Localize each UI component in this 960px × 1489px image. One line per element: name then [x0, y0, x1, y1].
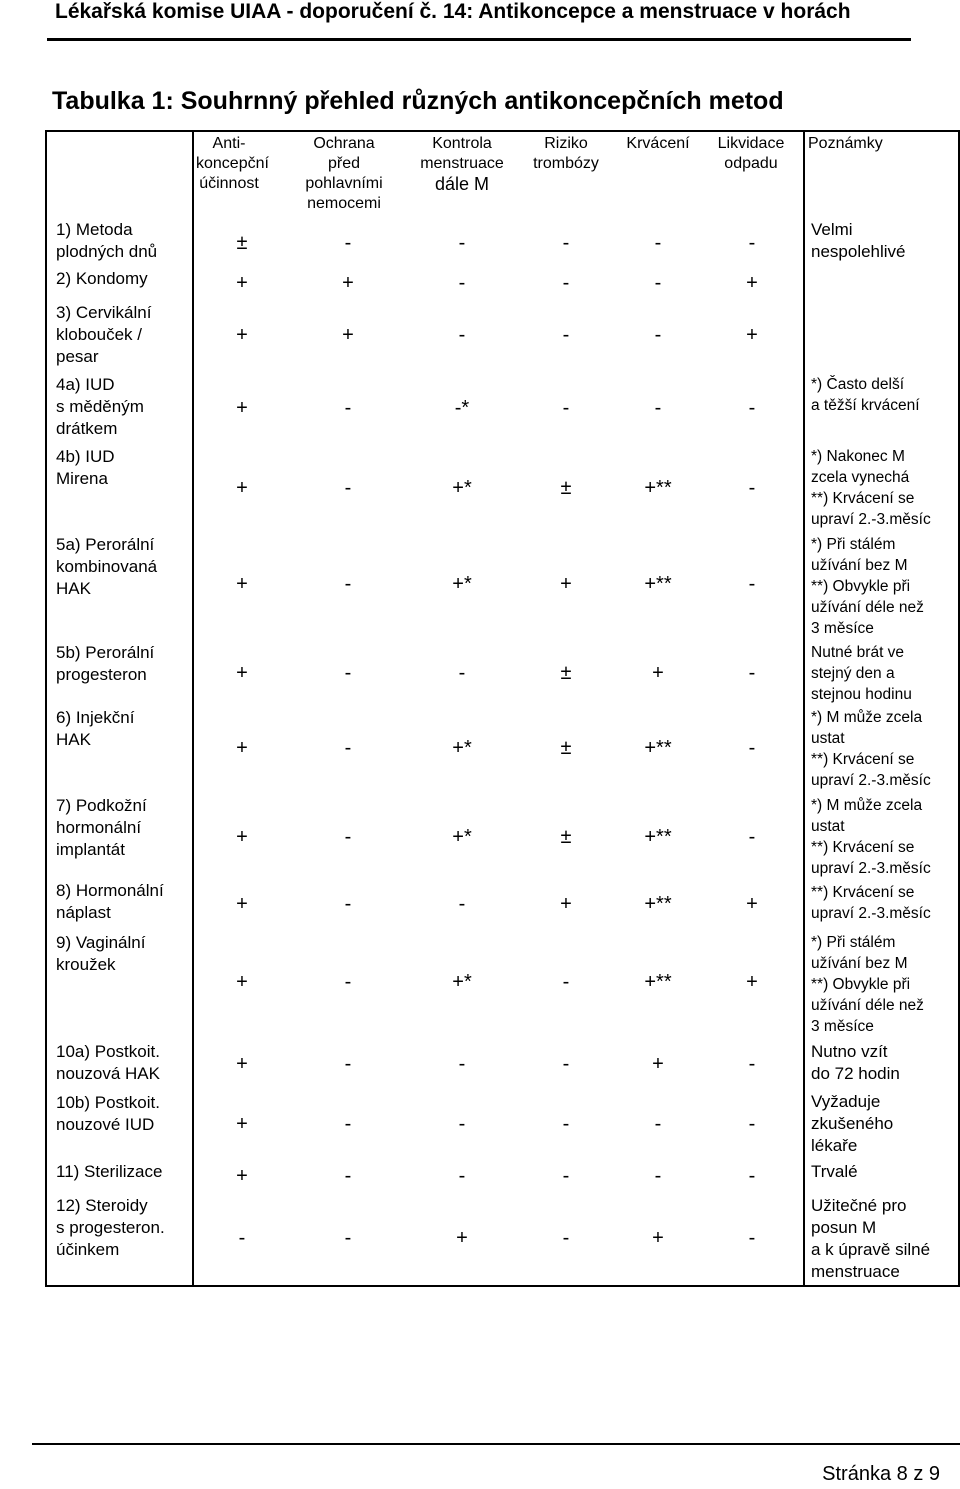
rating-mark: -	[458, 662, 466, 684]
row-note-line: *) Často delší	[811, 376, 905, 393]
row-note	[811, 1041, 959, 1085]
rating-mark: +	[560, 893, 572, 915]
rating-mark: -	[344, 971, 352, 993]
method-name	[56, 880, 164, 924]
method-name	[56, 302, 151, 368]
rating-mark: -	[654, 397, 662, 419]
rating-mark: -	[344, 1227, 352, 1249]
rating-mark: -	[238, 1227, 246, 1249]
row-note-line: Velmi	[811, 220, 853, 239]
method-name	[56, 932, 145, 976]
rating-mark: -	[344, 662, 352, 684]
rating-mark: -	[344, 826, 352, 848]
rating-mark: +	[652, 1227, 664, 1249]
rating-mark: +	[236, 662, 248, 684]
rating-mark: +	[746, 324, 758, 346]
table-title: Tabulka 1: Souhrnný přehled různých antikoncepčních metod	[52, 87, 784, 115]
row-note-line: užívání déle než	[811, 599, 924, 616]
rating-mark: +	[746, 272, 758, 294]
row-note-line: lékaře	[811, 1136, 858, 1155]
row-note-line: užívání bez M	[811, 955, 908, 972]
rating-mark: -	[748, 573, 756, 595]
row-note-line: upraví 2.-3.měsíc	[811, 511, 931, 528]
row-note-line: 3 měsíce	[811, 1018, 874, 1035]
col-header-notes: Poznámky	[808, 135, 883, 152]
method-name-line: 10a) Postkoit.	[56, 1042, 160, 1061]
method-name-line: 11) Sterilizace	[56, 1162, 163, 1181]
row-note-line: 3 měsíce	[811, 620, 874, 637]
rating-mark: +*	[452, 573, 472, 595]
method-name	[56, 795, 147, 861]
rating-mark: -	[562, 397, 570, 419]
rating-mark: ±	[560, 826, 572, 848]
rating-mark: +**	[644, 826, 672, 848]
rating-mark: -	[458, 893, 466, 915]
method-name-line: 1) Metoda	[56, 220, 133, 239]
method-name-line: 7) Podkožní	[56, 796, 147, 815]
rating-mark: +	[560, 573, 572, 595]
method-name-line: 2) Kondomy	[56, 269, 148, 288]
method-name-line: 10b) Postkoit.	[56, 1093, 160, 1112]
rating-mark: -	[562, 232, 570, 254]
row-note-line: *) M může zcela	[811, 709, 923, 726]
row-note-line: menstruace	[811, 1262, 900, 1281]
row-note	[811, 534, 959, 639]
method-name	[56, 707, 134, 751]
row-note-line: stejný den a	[811, 665, 895, 682]
method-name-line: kombinovaná	[56, 557, 158, 576]
rating-mark: +*	[452, 971, 472, 993]
rating-mark: -	[748, 1053, 756, 1075]
rating-mark: +	[236, 971, 248, 993]
row-note-line: Užitečné pro	[811, 1196, 907, 1215]
rating-mark: +	[236, 1165, 248, 1187]
row-note-line: zcela vynechá	[811, 469, 910, 486]
method-name	[56, 1041, 160, 1085]
method-name-line: náplast	[56, 903, 111, 922]
rating-mark: -	[748, 1113, 756, 1135]
col-header-menstruation-control: Kontrola menstruace dále M	[420, 135, 504, 194]
row-note-line: Vyžaduje	[811, 1092, 881, 1111]
rating-mark: ±	[236, 232, 248, 254]
row-note	[811, 795, 959, 879]
col-header-waste-disposal: Likvidace odpadu	[717, 135, 785, 172]
method-name-line: 8) Hormonální	[56, 881, 164, 900]
col-header-efficacy: Anti- koncepční účinnost	[196, 135, 269, 192]
row-note-line: posun M	[811, 1218, 877, 1237]
method-name	[56, 642, 154, 686]
rating-mark: -	[344, 232, 352, 254]
method-name	[56, 1195, 165, 1261]
rating-mark: +	[342, 272, 354, 294]
method-name-line: s progesteron.	[56, 1218, 165, 1237]
rating-mark: -	[458, 272, 466, 294]
method-name	[56, 1161, 162, 1183]
method-name-line: 9) Vaginální	[56, 933, 146, 952]
method-name-line: 12) Steroidy	[56, 1196, 148, 1215]
row-note-line: upraví 2.-3.měsíc	[811, 772, 931, 789]
rating-mark: +	[236, 397, 248, 419]
rating-mark: -	[748, 826, 756, 848]
rating-mark: -	[562, 1053, 570, 1075]
rating-mark: -	[748, 477, 756, 499]
row-note-line: do 72 hodin	[811, 1064, 900, 1083]
row-note-line: **) Krvácení se	[811, 884, 915, 901]
method-name-line: 3) Cervikální	[56, 303, 152, 322]
method-name	[56, 268, 148, 290]
row-note	[811, 1195, 959, 1283]
rating-mark: -	[458, 324, 466, 346]
method-name-line: s měděným	[56, 397, 144, 416]
rating-mark: +	[236, 893, 248, 915]
column-divider	[192, 130, 194, 1287]
row-note-line: a k úpravě silné	[811, 1240, 931, 1259]
method-name	[56, 374, 144, 440]
method-name-line: HAK	[56, 579, 91, 598]
rating-mark: -	[654, 1113, 662, 1135]
rating-mark: ±	[560, 662, 572, 684]
rating-mark: +	[652, 1053, 664, 1075]
row-note-line: **) Krvácení se	[811, 839, 915, 856]
row-note	[811, 374, 959, 416]
rating-mark: +	[236, 477, 248, 499]
rating-mark: ±	[560, 477, 572, 499]
row-note-line: ustat	[811, 730, 845, 747]
rating-mark: -	[344, 893, 352, 915]
rating-mark: -	[748, 1165, 756, 1187]
method-name-line: účinkem	[56, 1240, 120, 1259]
col-header-bleeding: Krvácení	[626, 135, 690, 152]
row-note	[811, 642, 959, 705]
row-note-line: nespolehlivé	[811, 242, 906, 261]
rating-mark: +	[746, 893, 758, 915]
rating-mark: -	[748, 737, 756, 759]
row-note-line: Nutné brát ve	[811, 644, 905, 661]
method-name-line: 5b) Perorální	[56, 643, 155, 662]
rating-mark: -	[458, 232, 466, 254]
rating-mark: -	[458, 1165, 466, 1187]
rating-mark: +**	[644, 477, 672, 499]
rating-mark: -	[344, 477, 352, 499]
row-note-line: užívání bez M	[811, 557, 908, 574]
method-name-line: nouzové IUD	[56, 1115, 155, 1134]
method-name-line: plodných dnů	[56, 242, 158, 261]
header-rule	[47, 38, 911, 41]
method-name-line: 5a) Perorální	[56, 535, 155, 554]
row-note-line: *) M může zcela	[811, 797, 923, 814]
document-header-title: Lékařská komise UIAA - doporučení č. 14: Antikoncepce a menstruace v horách	[55, 0, 851, 23]
rating-mark: -	[748, 662, 756, 684]
row-note	[811, 707, 959, 791]
rating-mark: +*	[452, 826, 472, 848]
row-note	[811, 446, 959, 530]
rating-mark: +*	[452, 737, 472, 759]
col-header-thrombosis-risk: Riziko trombózy	[533, 135, 599, 172]
rating-mark: +	[236, 737, 248, 759]
row-note	[811, 1161, 959, 1183]
method-name	[56, 1092, 160, 1136]
rating-mark: -	[562, 1165, 570, 1187]
method-name	[56, 219, 157, 263]
rating-mark: +	[236, 272, 248, 294]
row-note-line: *) Nakonec M	[811, 448, 905, 465]
rating-mark: -	[458, 1053, 466, 1075]
row-note	[811, 219, 959, 263]
rating-mark: -	[344, 1113, 352, 1135]
rating-mark: -	[344, 1053, 352, 1075]
rating-mark: -	[344, 1165, 352, 1187]
rating-mark: +**	[644, 573, 672, 595]
row-note-line: stejnou hodinu	[811, 686, 912, 703]
method-name-line: Mirena	[56, 469, 108, 488]
row-note-line: **) Krvácení se	[811, 490, 915, 507]
rating-mark: -	[562, 272, 570, 294]
row-note-line: Nutno vzít	[811, 1042, 888, 1061]
row-note-line: *) Při stálém	[811, 536, 896, 553]
rating-mark: +	[746, 971, 758, 993]
row-note-line: upraví 2.-3.měsíc	[811, 860, 931, 877]
row-note-line: zkušeného	[811, 1114, 894, 1133]
rating-mark: -	[344, 397, 352, 419]
method-name-line: kroužek	[56, 955, 116, 974]
row-note-line: Trvalé	[811, 1162, 858, 1181]
rating-mark: -*	[454, 397, 470, 419]
rating-mark: +	[342, 324, 354, 346]
method-name-line: 4b) IUD	[56, 447, 115, 466]
rating-mark: -	[654, 272, 662, 294]
rating-mark: +	[236, 826, 248, 848]
method-name-line: nouzová HAK	[56, 1064, 160, 1083]
rating-mark: +**	[644, 893, 672, 915]
rating-mark: +	[456, 1227, 468, 1249]
method-name	[56, 534, 157, 600]
rating-mark: +	[236, 1113, 248, 1135]
row-note	[811, 932, 959, 1037]
rating-mark: -	[562, 1113, 570, 1135]
rating-mark: +	[236, 573, 248, 595]
rating-mark: -	[344, 737, 352, 759]
rating-mark: -	[748, 232, 756, 254]
rating-mark: -	[654, 232, 662, 254]
method-name-line: pesar	[56, 347, 99, 366]
method-name-line: klobouček /	[56, 325, 142, 344]
method-name	[56, 446, 115, 490]
rating-mark: +	[652, 662, 664, 684]
row-note	[811, 882, 959, 924]
row-note-line: a těžší krvácení	[811, 397, 920, 414]
row-note-line: užívání déle než	[811, 997, 924, 1014]
row-note-line: **) Obvykle při	[811, 976, 911, 993]
footer-rule	[32, 1443, 960, 1445]
rating-mark: -	[654, 324, 662, 346]
method-name-line: implantát	[56, 840, 125, 859]
rating-mark: -	[458, 1113, 466, 1135]
row-note-line: **) Krvácení se	[811, 751, 915, 768]
rating-mark: +	[236, 324, 248, 346]
rating-mark: -	[562, 324, 570, 346]
rating-mark: +	[236, 1053, 248, 1075]
rating-mark: +*	[452, 477, 472, 499]
rating-mark: -	[562, 971, 570, 993]
method-name-line: HAK	[56, 730, 91, 749]
method-name-line: progesteron	[56, 665, 147, 684]
rating-mark: ±	[560, 737, 572, 759]
method-name-line: drátkem	[56, 419, 118, 438]
row-note-line: upraví 2.-3.měsíc	[811, 905, 931, 922]
col-header-std-protection: Ochrana před pohlavními nemocemi	[305, 135, 383, 212]
method-name-line: 6) Injekční	[56, 708, 135, 727]
row-note-line: *) Při stálém	[811, 934, 896, 951]
rating-mark: -	[344, 573, 352, 595]
rating-mark: -	[748, 397, 756, 419]
row-note-line: ustat	[811, 818, 845, 835]
row-note-line: **) Obvykle při	[811, 578, 911, 595]
rating-mark: +**	[644, 971, 672, 993]
page-number: Stránka 8 z 9	[822, 1463, 940, 1485]
row-note	[811, 1091, 959, 1157]
method-name-line: hormonální	[56, 818, 142, 837]
column-divider	[803, 130, 805, 1287]
method-name-line: 4a) IUD	[56, 375, 115, 394]
rating-mark: +**	[644, 737, 672, 759]
rating-mark: -	[562, 1227, 570, 1249]
rating-mark: -	[654, 1165, 662, 1187]
rating-mark: -	[748, 1227, 756, 1249]
